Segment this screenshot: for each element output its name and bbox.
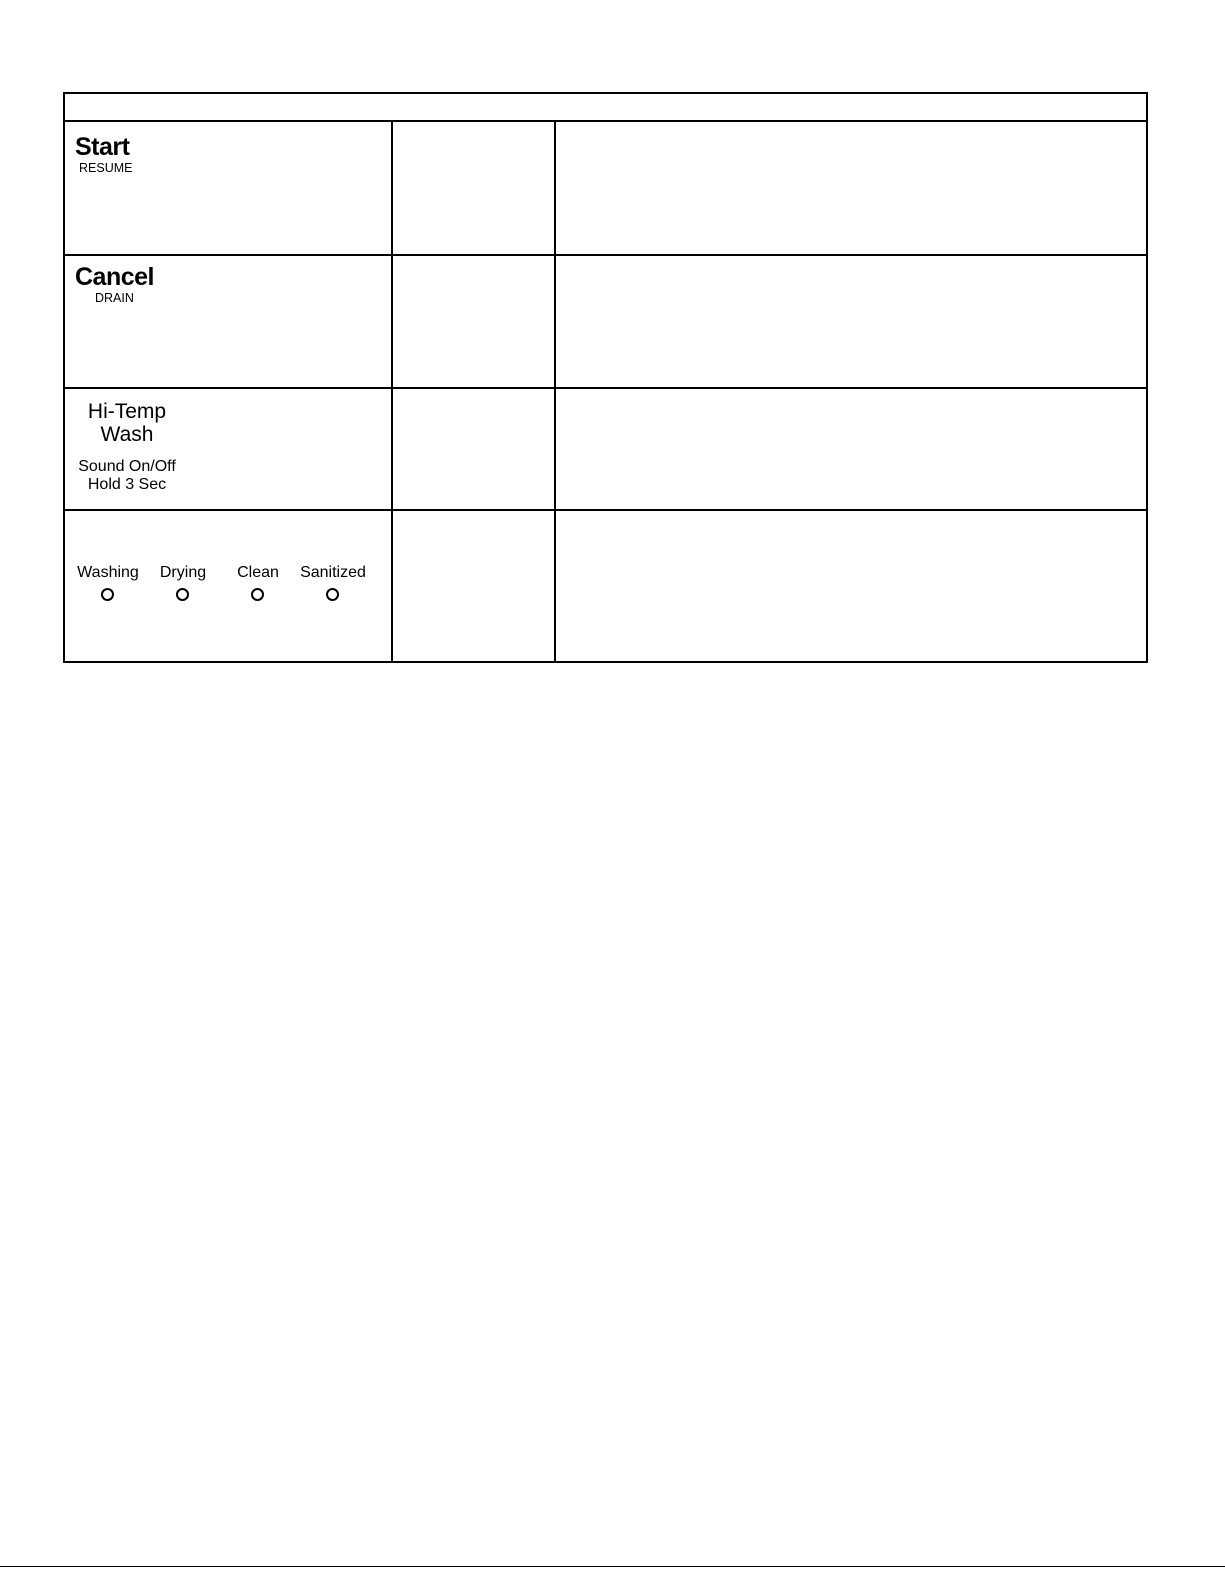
drying-indicator-icon: [176, 588, 189, 601]
start-resume-button[interactable]: [73, 132, 193, 192]
header-divider: [65, 120, 1146, 122]
column-divider-2: [554, 121, 556, 661]
status-lights: [65, 554, 385, 604]
sanitized-indicator-icon: [326, 588, 339, 601]
drain-label: DRAIN: [95, 291, 134, 305]
resume-label: RESUME: [79, 161, 133, 175]
page-bottom-rule: [0, 1566, 1225, 1567]
sanitized-label: Sanitized: [300, 564, 366, 581]
row-divider-1: [65, 254, 1146, 256]
drying-label: Drying: [159, 564, 207, 581]
cancel-label: Cancel: [75, 263, 154, 291]
washing-indicator-icon: [101, 588, 114, 601]
cancel-drain-button[interactable]: [73, 262, 203, 322]
hi-temp-wash-button[interactable]: [67, 400, 197, 500]
washing-label: Washing: [77, 564, 139, 581]
wash-label: Wash: [100, 423, 154, 446]
clean-label: Clean: [237, 564, 279, 581]
clean-indicator-icon: [251, 588, 264, 601]
row-divider-3: [65, 509, 1146, 511]
row-divider-2: [65, 387, 1146, 389]
hi-temp-label: Hi-Temp: [87, 400, 167, 423]
hold-3-sec-label: Hold 3 Sec: [87, 476, 167, 493]
control-panel-table: [63, 92, 1148, 663]
sound-on-off-label: Sound On/Off: [78, 458, 176, 475]
start-label: Start: [75, 133, 130, 161]
column-divider-1: [391, 121, 393, 661]
